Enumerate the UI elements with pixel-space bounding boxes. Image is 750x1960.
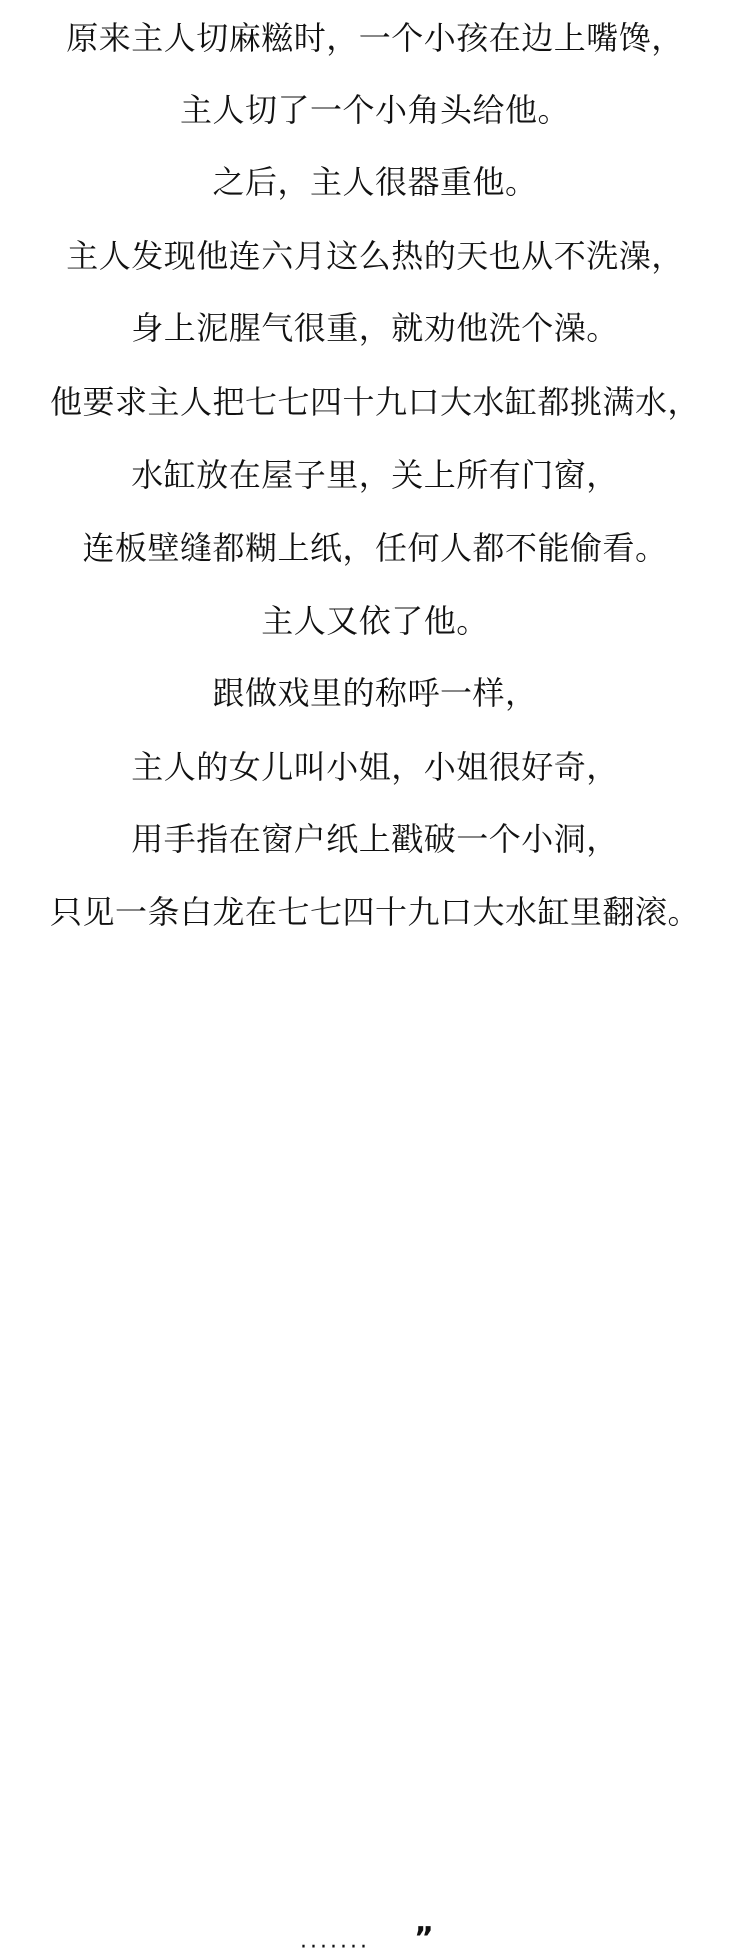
text-line-4: 主人发现他连六月这么热的天也从不洗澡， bbox=[66, 237, 684, 275]
text-line-5: 身上泥腥气很重，就劝他洗个澡。 bbox=[131, 309, 619, 347]
text-line-7: 水缸放在屋子里，关上所有门窗， bbox=[131, 456, 619, 494]
closing-quote: ” bbox=[414, 1921, 434, 1956]
text-line-8: 连板壁缝都糊上纸，任何人都不能偷看。 bbox=[82, 529, 668, 567]
text-line-3: 之后，主人很器重他。 bbox=[212, 163, 538, 201]
ellipsis-dots: ······· bbox=[300, 1935, 370, 1960]
text-line-1: 原来主人切麻糍时，一个小孩在边上嘴馋， bbox=[66, 19, 684, 57]
ellipsis-line bbox=[0, 962, 750, 1960]
text-line-10: 跟做戏里的称呼一样， bbox=[212, 674, 538, 712]
text-line-13: 只见一条白龙在七七四十九口大水缸里翻滚。 bbox=[49, 893, 700, 931]
text-line-12: 用手指在窗户纸上戳破一个小洞， bbox=[131, 820, 619, 858]
text-line-9: 主人又依了他。 bbox=[261, 602, 489, 640]
text-line-6: 他要求主人把七七四十九口大水缸都挑满水， bbox=[49, 383, 700, 421]
text-line-2: 主人切了一个小角头给他。 bbox=[179, 91, 570, 129]
text-line-11: 主人的女儿叫小姐，小姐很好奇， bbox=[131, 748, 619, 786]
